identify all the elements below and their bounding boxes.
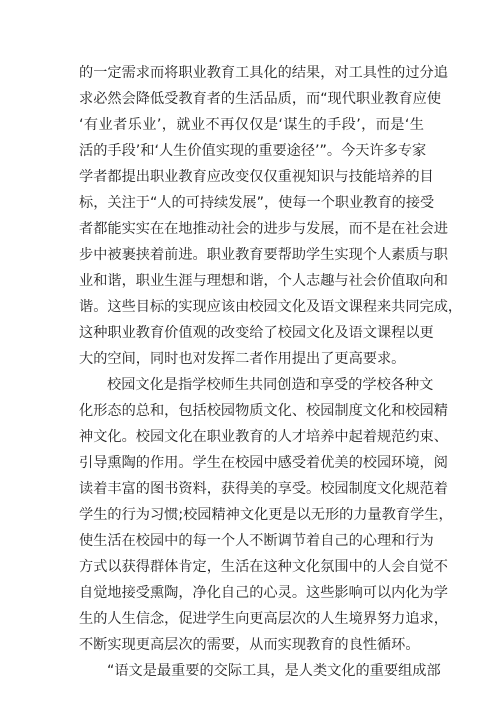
paragraph-line: 引导熏陶的作用。学生在校园中感受着优美的校园环境，阅	[79, 455, 448, 471]
paragraph-first-line: 校园文化是指学校师生共同创造和享受的学校各种文	[107, 377, 434, 393]
paragraph-line: 神文化。校园文化在职业教育的人才培养中起着规范约束、	[79, 429, 448, 445]
paragraph-line: 使生活在校园中的每一个人不断调节着自己的心理和行为	[79, 533, 434, 549]
paragraph-line: 者都能实实在在地推动社会的进步与发展，而不是在社会进	[79, 221, 448, 237]
paragraph-line: 不断实现更高层次的需要，从而实现教育的良性循环。	[79, 637, 420, 653]
paragraph-line: ‘有业者乐业’，就业不再仅仅是‘谋生的手段’，而是‘生	[79, 117, 424, 133]
paragraph-line: 大的空间，同时也对发挥二者作用提出了更高要求。	[79, 351, 406, 367]
paragraph-line: 学者都提出职业教育应改变仅仅重视知识与技能培养的目	[79, 169, 434, 185]
paragraph-line: 这种职业教育价值观的改变给了校园文化及语文课程以更	[79, 325, 434, 341]
paragraph-line: 谐。这些目标的实现应该由校园文化及语文课程来共同完成，	[79, 299, 463, 315]
paragraph-line: 业和谐，职业生涯与理想和谐，个人志趣与社会价值取向和	[79, 273, 448, 289]
paragraph-line: 生的人生信念，促进学生向更高层次的人生境界努力追求，	[79, 611, 448, 627]
paragraph-line: 活的手段’和‘人生价值实现的重要途径’”。今天许多专家	[79, 143, 427, 159]
paragraph-line: 标，关注于“人的可持续发展”，使每一个职业教育的接受	[79, 195, 435, 211]
paragraph-line: 自觉地接受熏陶，净化自己的心灵。这些影响可以内化为学	[79, 585, 448, 601]
paragraph-line: 读着丰富的图书资料，获得美的享受。校园制度文化规范着	[79, 481, 448, 497]
paragraph-line: 化形态的总和，包括校园物质文化、校园制度文化和校园精	[79, 403, 448, 419]
paragraph-line: 的一定需求而将职业教育工具化的结果，对工具性的过分追	[79, 65, 448, 81]
paragraph-line: 求必然会降低受教育者的生活品质，而“现代职业教育应使	[79, 91, 442, 107]
paragraph-line: 方式以获得群体肯定，生活在这种文化氛围中的人会自觉不	[79, 559, 448, 575]
paragraph-line: 步中被裹挟着前进。职业教育要帮助学生实现个人素质与职	[79, 247, 448, 263]
paragraph-line: 学生的行为习惯;校园精神文化更是以无形的力量教育学生，	[79, 507, 453, 523]
paragraph-first-line: “语文是最重要的交际工具，是人类文化的重要组成部	[107, 663, 441, 679]
